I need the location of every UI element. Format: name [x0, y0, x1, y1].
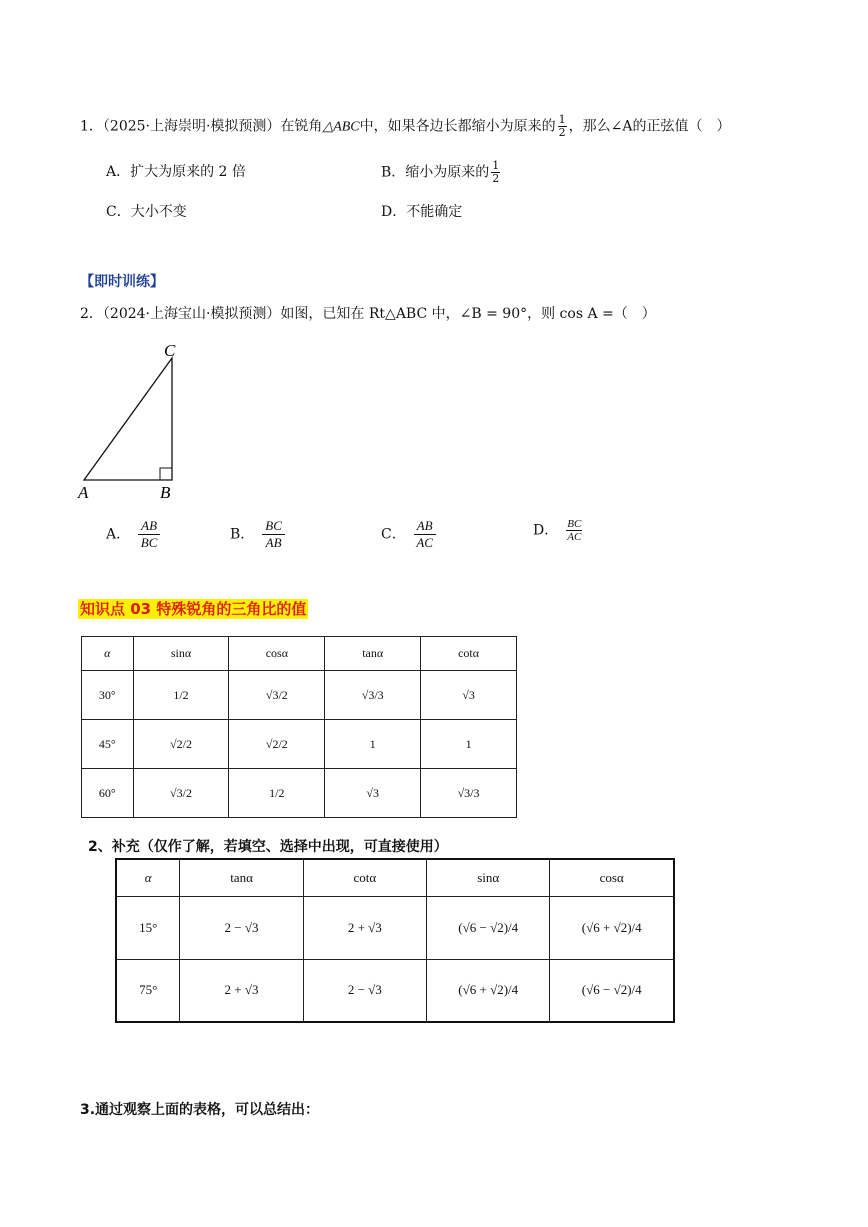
vertex-a-label: A — [78, 483, 89, 502]
table-cell: √2/2 — [229, 720, 325, 769]
table-cell: 15° — [116, 896, 180, 959]
q2-option-c: C． $\frac{AB}{AC}$ — [381, 518, 438, 551]
table-cell: 1 — [421, 720, 517, 769]
triangle-shape — [84, 358, 172, 480]
table-cell: 1 — [325, 720, 421, 769]
table-row — [116, 896, 674, 959]
table1-header: cotα — [421, 637, 517, 671]
table1-header: sinα — [133, 637, 229, 671]
table1-header: cosα — [229, 637, 325, 671]
q1-suffix: ，那么∠A的正弦值（ ） — [568, 118, 731, 135]
table-cell: 2 − √3 — [180, 896, 303, 959]
table2-header: tanα — [180, 859, 303, 896]
supplement-table — [115, 858, 675, 1023]
table1-header: α — [82, 637, 134, 671]
table-cell: (√6 − √2)/4 — [426, 896, 549, 959]
table-cell: 30° — [82, 671, 134, 720]
q1-option-d: D．不能确定 — [381, 204, 463, 220]
section-title: 知识点 03 特殊锐角的三角比的值 — [80, 600, 307, 618]
table-cell: (√6 + √2)/4 — [426, 959, 549, 1022]
supplement-title: 2、补充（仅作了解，若填空、选择中出现，可直接使用） — [88, 839, 448, 855]
table-cell: 1/2 — [229, 769, 325, 818]
q1-option-b: B．缩小为原来的 $\frac{1}{2}$ — [381, 159, 500, 185]
table-cell: √3/2 — [229, 671, 325, 720]
table-cell: √3 — [325, 769, 421, 818]
table-cell: 1/2 — [133, 671, 229, 720]
q1-option-a: A．扩大为原来的 2 倍 — [106, 164, 246, 180]
table2-header: cotα — [303, 859, 426, 896]
q1-option-c: C．大小不变 — [106, 204, 187, 220]
table-cell: 2 + √3 — [303, 896, 426, 959]
table-row — [116, 959, 674, 1022]
table-cell: (√6 + √2)/4 — [550, 896, 674, 959]
table2-header: cosα — [550, 859, 674, 896]
table2-header: sinα — [426, 859, 549, 896]
q2-option-b: B． $\frac{BC}{AB}$ — [230, 518, 287, 551]
q1-fraction: $\frac{1}{2}$ — [558, 113, 566, 139]
table2-header: α — [116, 859, 180, 896]
table-cell: 60° — [82, 769, 134, 818]
table-cell: √3/3 — [421, 769, 517, 818]
table-row — [82, 769, 517, 818]
special-angle-table — [81, 636, 517, 818]
table-cell: √3/3 — [325, 671, 421, 720]
vertex-c-label: C — [164, 341, 176, 360]
triangle-figure — [76, 338, 196, 502]
table-row — [82, 671, 517, 720]
table-cell: (√6 − √2)/4 — [550, 959, 674, 1022]
q1-prefix: 1．（2025·上海崇明·模拟预测）在锐角 — [80, 118, 323, 135]
table-cell: 2 − √3 — [303, 959, 426, 1022]
table-row — [82, 720, 517, 769]
conclusion-text: 3.通过观察上面的表格，可以总结出： — [80, 1102, 320, 1118]
table-cell: √3 — [421, 671, 517, 720]
table-cell: √2/2 — [133, 720, 229, 769]
vertex-b-label: B — [160, 483, 171, 502]
training-label: 【即时训练】 — [80, 274, 164, 290]
table-cell: 2 + √3 — [180, 959, 303, 1022]
table-cell: 45° — [82, 720, 134, 769]
q1-mid: 中，如果各边长都缩小为原来的 — [359, 118, 556, 135]
table2-header-row — [116, 859, 674, 896]
question-1 — [80, 114, 731, 139]
question-2: 2．（2024·上海宝山·模拟预测）如图，已知在 Rt△ABC 中，∠B = 90°，则 cos A =（ ） — [80, 306, 656, 322]
q1-triangle: △ABC — [322, 119, 360, 135]
table1-header: tanα — [325, 637, 421, 671]
table1-header-row — [82, 637, 517, 671]
q1-option-b-fraction: $\frac{1}{2}$ — [492, 159, 500, 185]
table-cell: 75° — [116, 959, 180, 1022]
q2-option-d: D． $\frac{BC}{AC}$ — [533, 518, 582, 543]
table-cell: √3/2 — [133, 769, 229, 818]
q2-option-a: A． $\frac{AB}{BC}$ — [106, 518, 162, 551]
right-angle-mark — [160, 468, 172, 480]
